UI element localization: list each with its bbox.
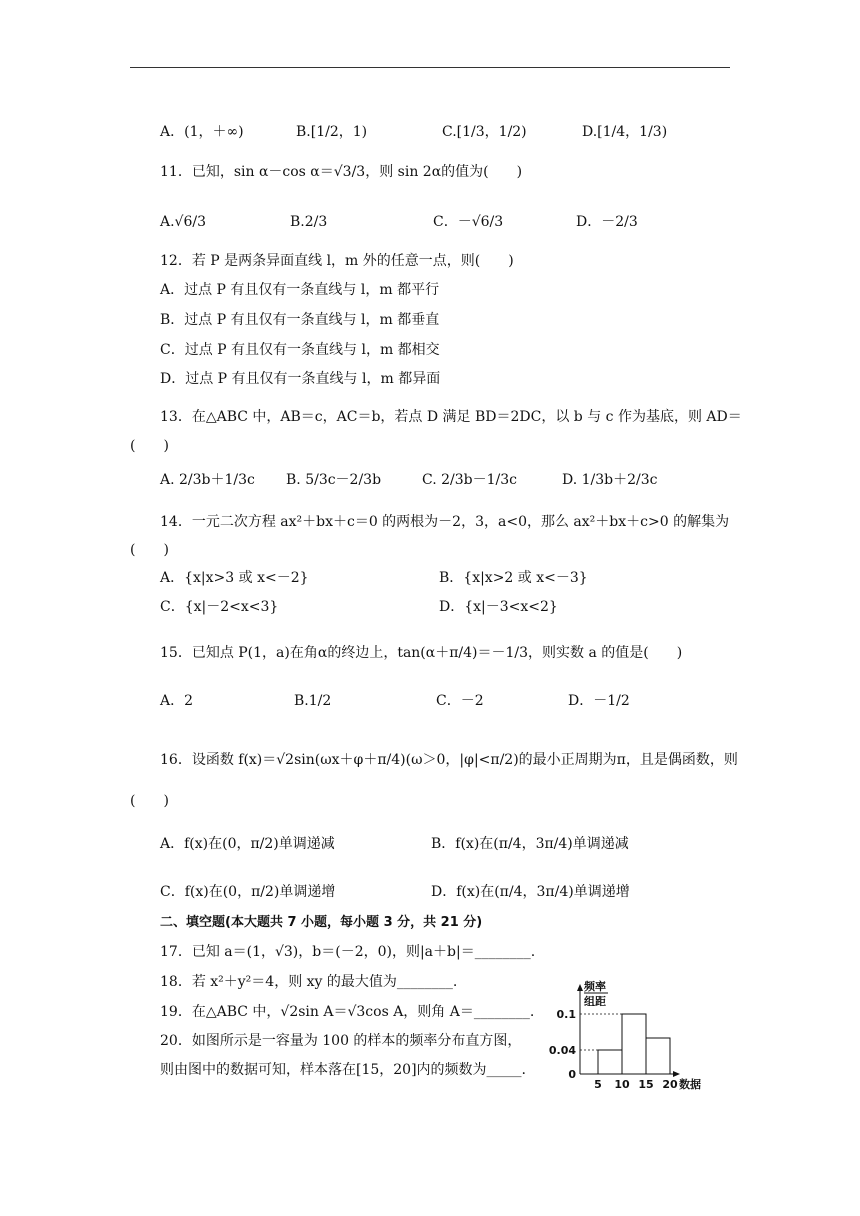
histogram-bar	[622, 1014, 646, 1074]
y-axis-arrow	[577, 984, 583, 991]
q15-stem: 15．已知点 P(1，a)在角α的终边上，tan(α＋π/4)＝－1/3，则实数 a 的值是( )	[160, 645, 683, 661]
x-tick-label: 10	[614, 1078, 630, 1091]
q13-option-a: A. 2/3b＋1/3c	[160, 472, 255, 488]
y-label-top: 频率	[584, 980, 606, 993]
frequency-histogram	[548, 980, 718, 1092]
q11-option-d: D．－2/3	[576, 214, 638, 230]
y-tick-label: 0.1	[556, 1008, 576, 1021]
q20-text-line1: 20．如图所示是一容量为 100 的样本的频率分布直方图，	[160, 1033, 522, 1049]
x-tick-label: 15	[638, 1078, 654, 1091]
q10-option-d: D.[1/4，1/3)	[582, 124, 668, 140]
y-tick-label: 0	[568, 1068, 576, 1081]
q10-option-a: A．(1，＋∞)	[160, 124, 244, 140]
q15-option-c: C．－2	[436, 693, 484, 709]
y-label-bottom: 组距	[584, 995, 606, 1008]
q14-option-b: B．{x|x>2 或 x<－3}	[439, 570, 588, 586]
q12-option-b: B．过点 P 有且仅有一条直线与 l，m 都垂直	[160, 312, 440, 328]
y-tick-label: 0.04	[548, 1044, 576, 1057]
header-rule	[130, 67, 730, 68]
q15-option-a: A．2	[160, 693, 194, 709]
q12-stem: 12．若 P 是两条异面直线 l，m 外的任意一点，则( )	[160, 253, 514, 269]
histogram-bar	[646, 1038, 670, 1074]
q20-text-line2: 则由图中的数据可知，样本落在[15，20]内的频数为_____.	[160, 1062, 527, 1078]
q14-option-c: C．{x|－2<x<3}	[160, 599, 279, 615]
q13-option-b: B. 5/3c－2/3b	[286, 472, 382, 488]
x-axis-label: 数据	[679, 1078, 701, 1091]
q13-paren: ( )	[130, 438, 169, 454]
q13-option-d: D. 1/3b＋2/3c	[562, 472, 658, 488]
q17-text: 17．已知 a＝(1，√3)，b＝(－2，0)，则|a＋b|＝________.	[160, 944, 536, 960]
q13-option-c: C. 2/3b－1/3c	[422, 472, 517, 488]
q16-stem: 16．设函数 f(x)＝√2sin(ωx＋φ＋π/4)(ω＞0，|φ|<π/2)的最小正周期为π，且是偶函数，则	[160, 752, 738, 768]
q16-option-b: B．f(x)在(π/4，3π/4)单调递减	[431, 836, 629, 852]
q16-option-c: C．f(x)在(0，π/2)单调递增	[160, 884, 336, 900]
q12-option-c: C．过点 P 有且仅有一条直线与 l，m 都相交	[160, 342, 440, 358]
q11-stem: 11．已知，sin α－cos α＝√3/3，则 sin 2α的值为( )	[160, 164, 523, 180]
q15-option-b: B.1/2	[294, 693, 332, 709]
q10-option-b: B.[1/2，1)	[296, 124, 368, 140]
q16-option-a: A．f(x)在(0，π/2)单调递减	[160, 836, 335, 852]
histogram-bar	[598, 1050, 622, 1074]
x-axis-arrow	[673, 1071, 680, 1077]
q14-option-d: D．{x|－3<x<2}	[439, 599, 558, 615]
q12-option-d: D．过点 P 有且仅有一条直线与 l，m 都异面	[160, 371, 441, 387]
section-heading: 二、填空题(本大题共 7 小题，每小题 3 分，共 21 分)	[160, 915, 483, 930]
q11-option-a: A.√6/3	[160, 214, 207, 230]
x-tick-label: 5	[594, 1078, 602, 1091]
q12-option-a: A．过点 P 有且仅有一条直线与 l，m 都平行	[160, 282, 440, 298]
q10-option-c: C.[1/3，1/2)	[442, 124, 527, 140]
q16-option-d: D．f(x)在(π/4，3π/4)单调递增	[431, 884, 630, 900]
q14-stem: 14．一元二次方程 ax²＋bx＋c＝0 的两根为－2，3，a<0，那么 ax²＋bx＋c>0 的解集为	[160, 514, 730, 530]
q15-option-d: D．－1/2	[568, 693, 630, 709]
x-tick-label: 20	[662, 1078, 678, 1091]
q11-option-c: C．－√6/3	[433, 214, 504, 230]
q14-paren: ( )	[130, 542, 169, 558]
q13-stem: 13．在△ABC 中，AB＝c，AC＝b，若点 D 满足 BD＝2DC，以 b 与 c 作为基底，则 AD＝	[160, 409, 742, 425]
q11-option-b: B.2/3	[290, 214, 328, 230]
q14-option-a: A．{x|x>3 或 x<－2}	[160, 570, 309, 586]
q18-text: 18．若 x²＋y²＝4，则 xy 的最大值为________.	[160, 974, 458, 990]
q19-text: 19．在△ABC 中，√2sin A＝√3cos A，则角 A＝________.	[160, 1004, 535, 1020]
q16-paren: ( )	[130, 793, 169, 809]
